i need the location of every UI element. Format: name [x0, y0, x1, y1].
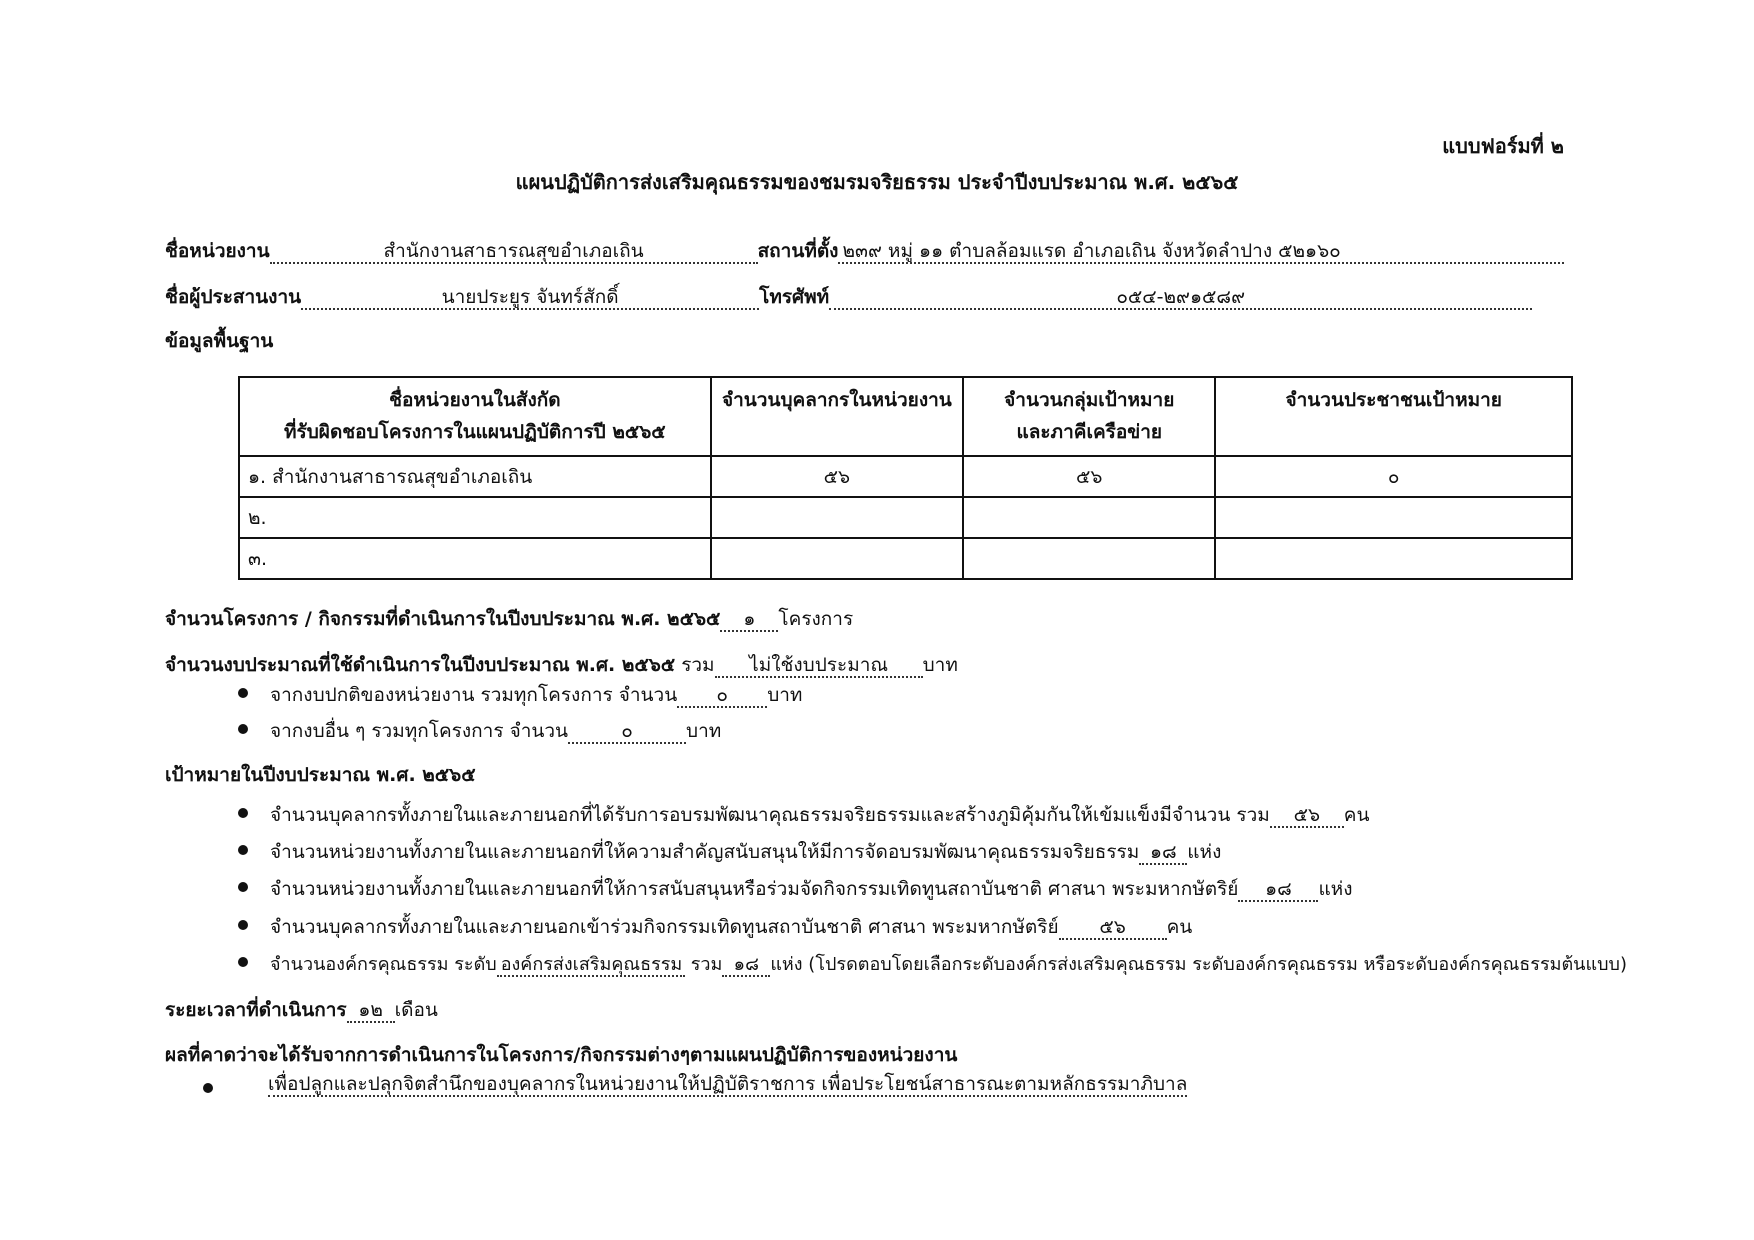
target-item [270, 912, 1192, 942]
table-row [239, 456, 1572, 497]
target-value: ๕๖ [1270, 805, 1344, 828]
target-label: จำนวนหน่วยงานทั้งภายในและภายนอกที่ให้การสนับสนุนหรือร่วมจัดกิจกรรมเทิดทูนสถาบันชาติ ศาสนา พระมหากษัตริย์ [270, 878, 1239, 900]
basic-info-table [238, 376, 1573, 580]
bullet-icon [238, 920, 248, 930]
phone-label: โทรศัพท์ [759, 286, 830, 308]
budget-sub-unit: บาท [767, 684, 803, 706]
bullet-icon [238, 688, 248, 698]
target-item [270, 874, 1353, 904]
bullet-icon [238, 957, 248, 967]
budget-sub-unit: บาท [686, 720, 722, 742]
projects-row [165, 604, 853, 634]
location-label: สถานที่ตั้ง [757, 240, 839, 262]
cell-staff [711, 538, 963, 579]
duration-value: ๑๒ [347, 1000, 395, 1023]
cell-public [1215, 497, 1572, 538]
cell-target-group: ๕๖ [963, 456, 1215, 497]
cell-agency: ๒. [239, 497, 711, 538]
budget-sub-row [270, 680, 802, 710]
bullet-icon [238, 724, 248, 734]
budget-row [165, 650, 958, 680]
budget-value: ไม่ใช้งบประมาณ [715, 655, 923, 678]
expected-text: เพื่อปลูกและปลุกจิตสำนึกของบุคลากรในหน่วยงานให้ปฏิบัติราชการ เพื่อประโยชน์สาธารณะตามหลักธรรมาภิบาล [268, 1073, 1188, 1095]
coordinator-value: นายประยูร จันทร์สักดิ์ [301, 287, 759, 310]
cell-staff: ๕๖ [711, 456, 963, 497]
budget-sub-label: จากงบปกติของหน่วยงาน รวมทุกโครงการ จำนวน [270, 684, 678, 706]
duration-unit: เดือน [394, 999, 438, 1021]
expected-heading: ผลที่คาดว่าจะได้รับจากการดำเนินการในโครงการ/กิจกรรมต่างๆตามแผนปฏิบัติการของหน่วยงาน [165, 1044, 958, 1066]
col-header-target-group: จำนวนกลุ่มเป้าหมาย และภาคีเครือข่าย [963, 377, 1215, 456]
target-unit: คน [1166, 916, 1193, 938]
target-unit: แห่ง [1187, 841, 1222, 863]
form-number: แบบฟอร์มที่ ๒ [1442, 134, 1564, 158]
bullet-icon [238, 845, 248, 855]
cell-public [1215, 538, 1572, 579]
org-value: ๑๘ [722, 955, 770, 977]
cell-public: ๐ [1215, 456, 1572, 497]
target-unit: คน [1343, 804, 1370, 826]
projects-unit: โครงการ [778, 608, 854, 630]
target-value: ๕๖ [1059, 917, 1167, 940]
bullet-icon [203, 1083, 213, 1093]
cell-agency: ๑. สำนักงานสาธารณสุขอำเภอเถิน [239, 456, 711, 497]
col-header-public: จำนวนประชาชนเป้าหมาย [1215, 377, 1572, 456]
budget-sub-value: ๐ [568, 721, 686, 744]
targets-heading: เป้าหมายในปีงบประมาณ พ.ศ. ๒๕๖๕ [165, 764, 476, 786]
col-header-staff: จำนวนบุคลากรในหน่วยงาน [711, 377, 963, 456]
budget-unit: บาท [922, 654, 958, 676]
target-value: ๑๘ [1238, 879, 1318, 902]
target-org-item [270, 949, 1627, 978]
phone-value: ๐๕๔-๒๙๑๕๘๙ [829, 287, 1532, 310]
location-value: ๒๓๙ หมู่ ๑๑ ตำบลล้อมแรด อำเภอเถิน จังหวัดลำปาง ๕๒๑๖๐ [838, 241, 1564, 264]
cell-target-group [963, 538, 1215, 579]
duration-label: ระยะเวลาที่ดำเนินการ [165, 999, 347, 1021]
table-row [239, 497, 1572, 538]
org-unit: แห่ง (โปรดตอบโดยเลือกระดับองค์กรส่งเสริมคุณธรรม ระดับองค์กรคุณธรรม หรือระดับองค์กรคุณธรรมต้นแบบ) [770, 954, 1627, 975]
cell-staff [711, 497, 963, 538]
table-header-row [239, 377, 1572, 456]
target-value: ๑๘ [1139, 842, 1187, 865]
bullet-icon [238, 808, 248, 818]
budget-sub-label: จากงบอื่น ๆ รวมทุกโครงการ จำนวน [270, 720, 569, 742]
target-label: จำนวนบุคลากรทั้งภายในและภายนอกเข้าร่วมกิจกรรมเทิดทูนสถาบันชาติ ศาสนา พระมหากษัตริย์ [270, 916, 1059, 938]
coordinator-label: ชื่อผู้ประสานงาน [165, 286, 302, 308]
basic-info-heading: ข้อมูลพื้นฐาน [165, 330, 274, 352]
agency-label: ชื่อหน่วยงาน [165, 240, 270, 262]
target-label: จำนวนหน่วยงานทั้งภายในและภายนอกที่ให้ความสำคัญสนับสนุนให้มีการจัดอบรมพัฒนาคุณธรรมจริยธรรม [270, 841, 1140, 863]
budget-total-label: รวม [681, 654, 715, 676]
budget-sub-value: ๐ [677, 685, 767, 708]
target-item [270, 800, 1370, 830]
cell-agency: ๓. [239, 538, 711, 579]
org-label: จำนวนองค์กรคุณธรรม ระดับ [270, 954, 497, 975]
page-title: แผนปฏิบัติการส่งเสริมคุณธรรมของชมรมจริยธรรม ประจำปีงบประมาณ พ.ศ. ๒๕๖๕ [515, 170, 1239, 194]
org-level: องค์กรส่งเสริมคุณธรรม [497, 955, 685, 977]
expected-item [268, 1074, 1187, 1097]
coordinator-row [165, 282, 1532, 312]
bullet-icon [238, 882, 248, 892]
target-item [270, 837, 1221, 867]
budget-label: จำนวนงบประมาณที่ใช้ดำเนินการในปีงบประมาณ พ.ศ. ๒๕๖๕ [165, 654, 676, 676]
target-label: จำนวนบุคลากรทั้งภายในและภายนอกที่ได้รับการอบรมพัฒนาคุณธรรมจริยธรรมและสร้างภูมิคุ้มกันให้เข้มแข็งมีจำนวน รวม [270, 804, 1270, 826]
projects-label: จำนวนโครงการ / กิจกรรมที่ดำเนินการในปีงบประมาณ พ.ศ. ๒๕๖๕ [165, 608, 721, 630]
agency-row [165, 236, 1564, 266]
target-unit: แห่ง [1318, 878, 1353, 900]
org-total-label: รวม [690, 954, 723, 975]
duration-row [165, 995, 438, 1025]
budget-sub-row [270, 716, 721, 746]
projects-value: ๑ [720, 609, 778, 632]
table-row [239, 538, 1572, 579]
cell-target-group [963, 497, 1215, 538]
col-header-agency: ชื่อหน่วยงานในสังกัด ที่รับผิดชอบโครงการในแผนปฏิบัติการปี ๒๕๖๕ [239, 377, 711, 456]
agency-value: สำนักงานสาธารณสุขอำเภอเถิน [270, 241, 758, 264]
